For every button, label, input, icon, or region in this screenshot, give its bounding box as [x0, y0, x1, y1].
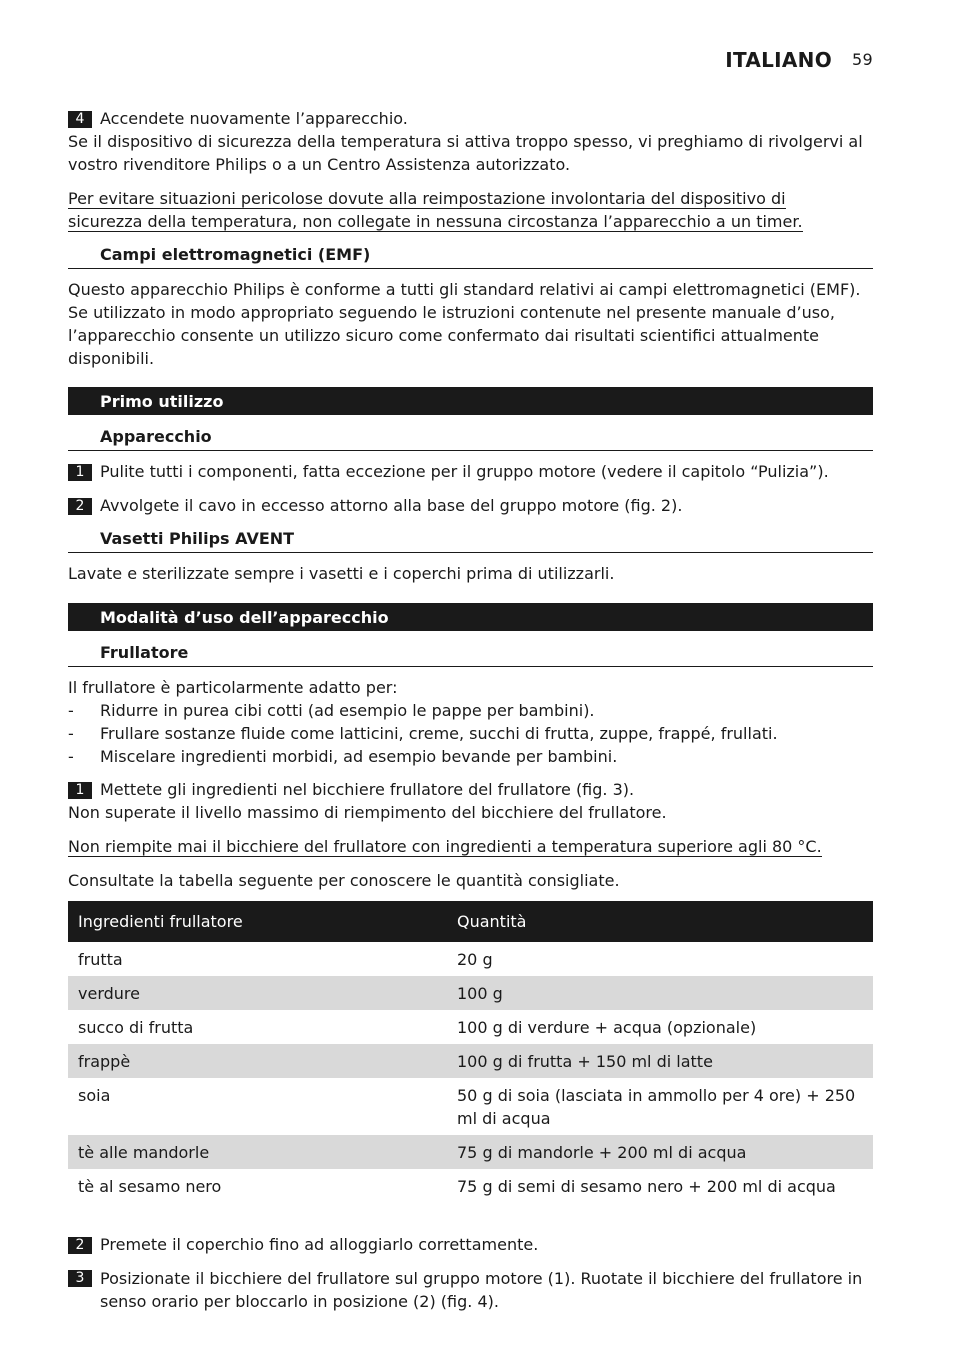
table-row [68, 1044, 873, 1078]
table-row [68, 1169, 873, 1203]
page-header [725, 48, 873, 72]
first-use-step-2 [68, 494, 873, 517]
ingredient-cell: succo di frutta [78, 1018, 194, 1037]
step-text: Premete il coperchio fino ad alloggiarlo correttamente. [100, 1235, 539, 1254]
step-number: 2 [68, 1237, 92, 1254]
blender-intro: Il frullatore è particolarmente adatto per: [68, 678, 398, 697]
blender-heading-text: Frullatore [100, 643, 189, 662]
step-text: Mettete gli ingredienti nel bicchiere frullatore del frullatore (fig. 3). [100, 780, 635, 799]
step-number: 4 [68, 111, 92, 128]
usage-section-bar [68, 603, 873, 631]
table-row [68, 1078, 873, 1135]
quantity-cell: 50 g di soia (lasciata in ammollo per 4 ore) + 250 ml di acqua [457, 1086, 856, 1128]
ingredient-cell: frutta [78, 950, 123, 969]
blender-step-2 [68, 1233, 873, 1256]
table-row [68, 976, 873, 1010]
ingredient-cell: frappè [68, 1044, 447, 1078]
quantity-cell: 100 g di frutta + 150 ml di latte [447, 1044, 873, 1078]
warning-timer-line-2 [68, 210, 873, 233]
bullet-dash: - [68, 724, 74, 743]
ingredient-cell: soia [78, 1086, 111, 1105]
step-number: 1 [68, 782, 92, 799]
step-text: Pulite tutti i componenti, fatta eccezione per il gruppo motore (vedere il capitolo “Pulizia”). [100, 462, 829, 481]
first-use-title: Primo utilizzo [100, 392, 224, 411]
step-text: Posizionate il bicchiere del frullatore sul gruppo motore (1). Ruotate il bicchiere del frullatore in senso orario per bloccarlo in posizione (2) (fig. 4). [100, 1269, 863, 1311]
quantity-cell: 75 g di mandorle + 200 ml di acqua [447, 1135, 873, 1169]
quantity-cell: 100 g [447, 976, 873, 1010]
quantity-cell: 75 g di semi di sesamo nero + 200 ml di acqua [457, 1177, 836, 1196]
ingredient-cell: verdure [68, 976, 447, 1010]
appliance-heading-text: Apparecchio [100, 427, 212, 446]
step-text: Accendete nuovamente l’apparecchio. [100, 109, 408, 128]
language-label: ITALIANO [725, 48, 833, 72]
bullet-text: Miscelare ingredienti morbidi, ad esempio bevande per bambini. [100, 747, 618, 766]
step-number: 3 [68, 1270, 92, 1287]
table-intro: Consultate la tabella seguente per conoscere le quantità consigliate. [68, 871, 620, 890]
blender-step-3 [68, 1267, 873, 1313]
table-row [68, 942, 873, 976]
warning-timer-line-1 [68, 187, 873, 210]
quantity-cell: 100 g di verdure + acqua (opzionale) [457, 1018, 757, 1037]
jars-paragraph: Lavate e sterilizzate sempre i vasetti e i coperchi prima di utilizzarli. [68, 564, 615, 583]
usage-title: Modalità d’uso dell’apparecchio [100, 608, 389, 627]
bullet-dash: - [68, 747, 74, 766]
emf-heading [68, 244, 873, 269]
appliance-heading [68, 426, 873, 451]
table-row [68, 1010, 873, 1044]
blender-step-1-note: Non superate il livello massimo di riempimento del bicchiere del frullatore. [68, 803, 667, 822]
jars-heading-text: Vasetti Philips AVENT [100, 529, 295, 548]
ingredient-cell: tè alle mandorle [68, 1135, 447, 1169]
step-text: Avvolgete il cavo in eccesso attorno alla base del gruppo motore (fig. 2). [100, 496, 683, 515]
warning-text: sicurezza della temperatura, non collegate in nessuna circostanza l’apparecchio a un timer. [68, 212, 803, 231]
ingredient-cell: tè al sesamo nero [78, 1177, 222, 1196]
bullet-text: Ridurre in purea cibi cotti (ad esempio le pappe per bambini). [100, 701, 595, 720]
warning-temperature [68, 835, 873, 858]
blender-heading [68, 642, 873, 667]
column-header-ingredients: Ingredienti frullatore [68, 901, 447, 942]
table-header-row [68, 901, 873, 942]
bullet-text: Frullare sostanze fluide come latticini, creme, succhi di frutta, zuppe, frappé, frullati. [100, 724, 778, 743]
step-4-note: Se il dispositivo di sicurezza della temperatura si attiva troppo spesso, vi preghiamo di rivolgervi al vostro rivenditore Philips o a un Centro Assistenza autorizzato. [68, 132, 863, 174]
blender-step-1 [68, 778, 873, 801]
first-use-section-bar [68, 387, 873, 415]
bullet-dash: - [68, 701, 74, 720]
quantity-cell: 20 g [457, 950, 493, 969]
column-header-quantity: Quantità [447, 901, 873, 942]
emf-paragraph: Questo apparecchio Philips è conforme a tutti gli standard relativi ai campi elettromagnetici (EMF). Se utilizzato in modo appropriato seguendo le istruzioni contenute nel presente manuale d’uso, l’apparecchio consente un utilizzo sicuro come confermato dai risultati scientifici attualmente disponibili. [68, 280, 861, 368]
step-4 [68, 107, 873, 130]
table-row [68, 1135, 873, 1169]
warning-text: Per evitare situazioni pericolose dovute alla reimpostazione involontaria del dispositivo di [68, 189, 786, 208]
step-number: 2 [68, 498, 92, 515]
first-use-step-1 [68, 460, 873, 483]
step-number: 1 [68, 464, 92, 481]
jars-heading [68, 528, 873, 553]
warning-text: Non riempite mai il bicchiere del frullatore con ingredienti a temperatura superiore agli 80 °C. [68, 837, 822, 856]
page-number: 59 [852, 50, 873, 69]
quantities-table [68, 901, 873, 1203]
emf-heading-text: Campi elettromagnetici (EMF) [100, 245, 371, 264]
